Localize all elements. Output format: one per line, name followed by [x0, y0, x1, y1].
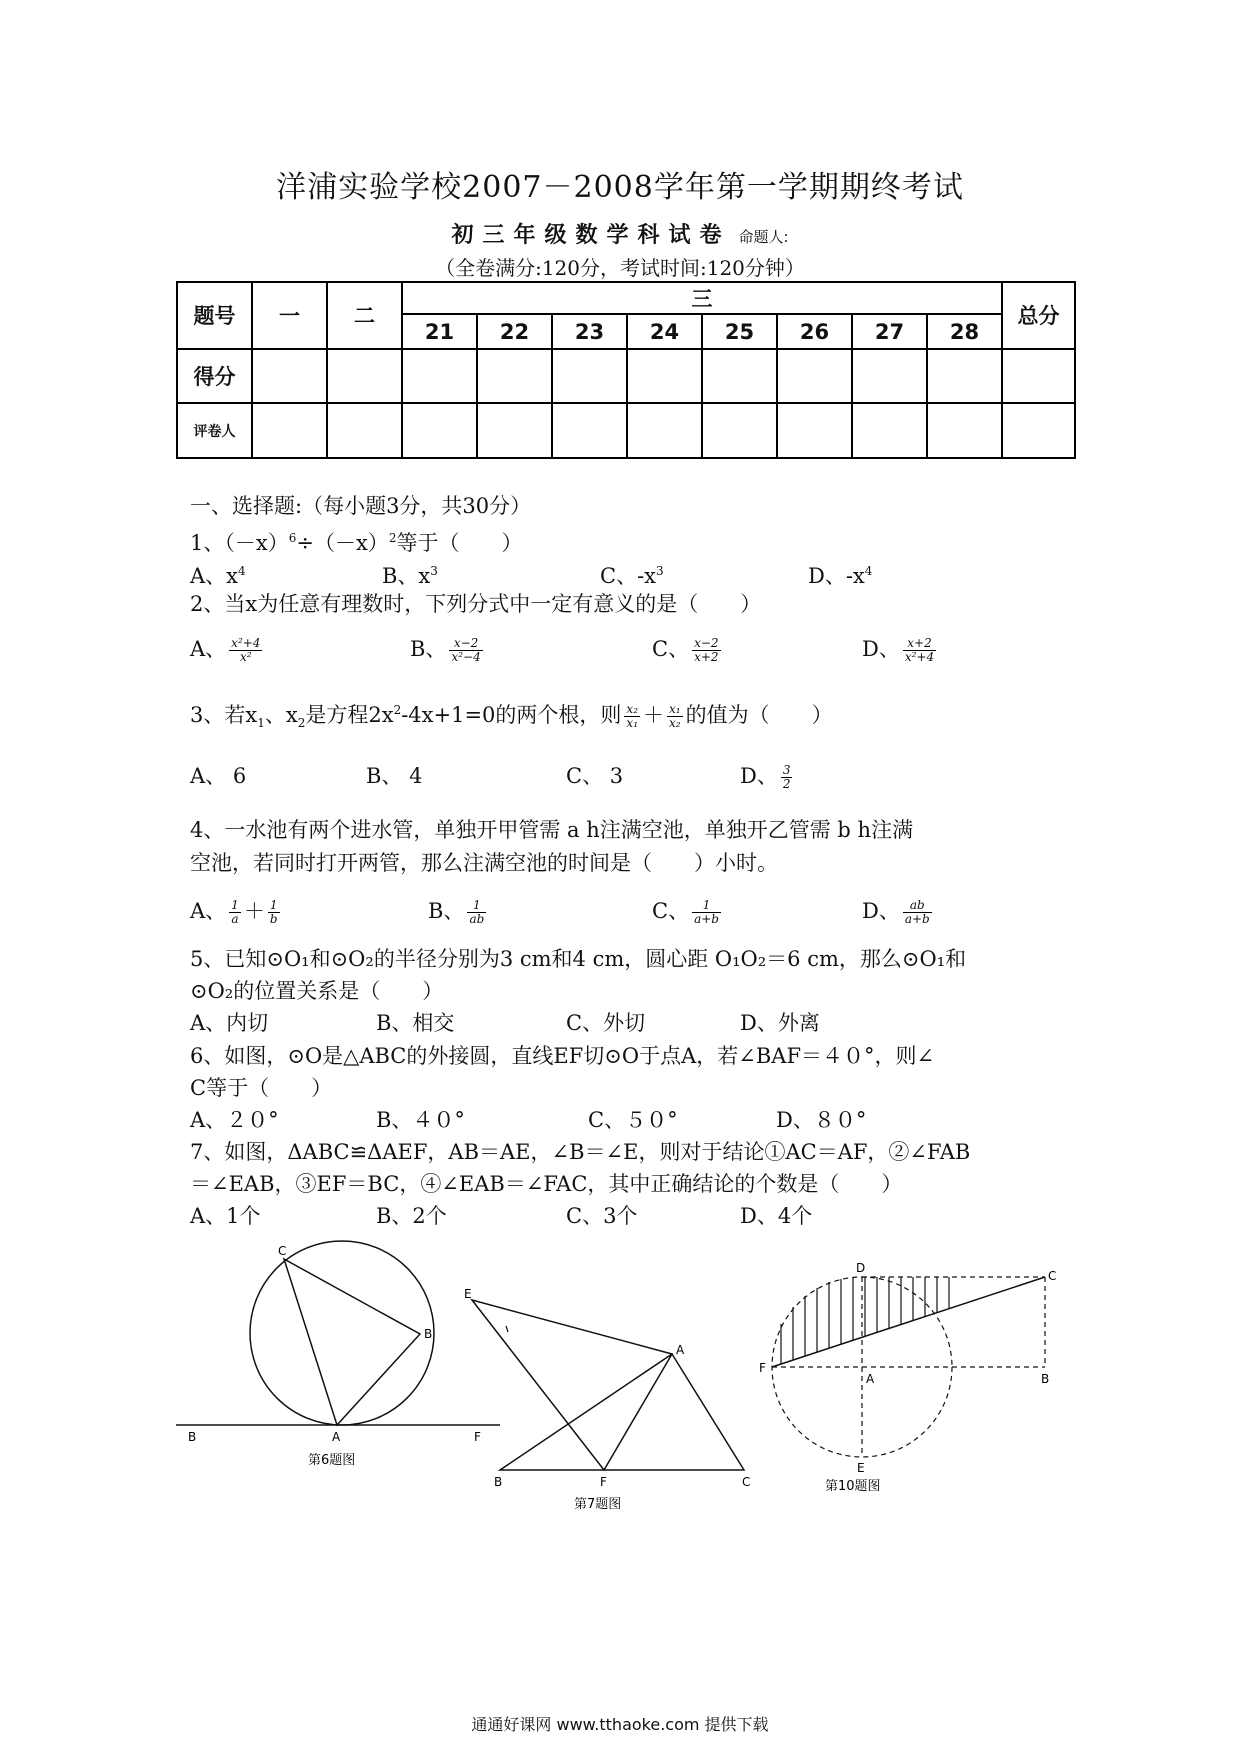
q5-option-d[interactable]: D、外离 [740, 1011, 820, 1035]
q7-option-a[interactable]: A、1个 [190, 1204, 261, 1228]
figure-6-caption: 第6题图 [308, 1453, 356, 1468]
col-q24: 24 [627, 314, 702, 348]
question-7-line-1: 7、如图，ΔABC≌ΔAEF，AB＝AE，∠B＝∠E，则对于结论①AC＝AF，②∠FAB [190, 1140, 971, 1164]
triangle-abc [284, 1259, 420, 1425]
hatching [781, 1277, 949, 1364]
grader-row [177, 403, 1075, 458]
label-f: F [474, 1430, 481, 1444]
col-q28: 28 [927, 314, 1002, 348]
q4-option-c[interactable]: C、 $\frac{1}{a+b}$ [652, 898, 719, 926]
question-4-line-2: 空池，若同时打开两管，那么注满空池的时间是（ ）小时。 [190, 851, 778, 875]
col-q26: 26 [777, 314, 852, 348]
q1-option-d[interactable]: D、$-x^4$ [808, 564, 873, 588]
label-a: A [866, 1372, 875, 1386]
col-q22: 22 [477, 314, 552, 348]
label-a: A [676, 1343, 685, 1357]
score-cell[interactable] [702, 349, 777, 404]
grader-cell[interactable] [327, 403, 402, 458]
figure-7 [460, 1270, 760, 1520]
tick-mark [506, 1326, 508, 1332]
label-b: B [494, 1475, 503, 1489]
circumcircle [250, 1241, 434, 1425]
col-q23: 23 [552, 314, 627, 348]
footer-text: 通通好课网 www.tthaoke.com 提供下载 [471, 1715, 769, 1734]
label-d: D [856, 1261, 866, 1275]
label-b: B [1041, 1372, 1050, 1386]
label-e: E [857, 1461, 865, 1475]
question-6-line-1: 6、如图，⊙O是△ABC的外接圆，直线EF切⊙O于点A，若∠BAF＝４０°，则∠ [190, 1044, 935, 1068]
q5-option-b[interactable]: B、相交 [376, 1011, 455, 1035]
score-cell[interactable] [1002, 349, 1075, 404]
q2-option-a[interactable]: A、 $\frac{\text{x²+4}}{\text{x²}}$ [190, 636, 261, 664]
section-heading: 一、选择题:（每小题3分，共30分） [190, 494, 532, 518]
q4-option-d[interactable]: D、 $\frac{ab}{a+b}$ [862, 898, 930, 926]
score-cell[interactable] [327, 349, 402, 404]
q4-option-a[interactable]: A、 $\frac{1}{a}$ ＋ $\frac{1}{b}$ [190, 898, 278, 926]
question-1-stem: 1、$(-x)^6\div(-x)^2$等于（ ） [190, 531, 523, 555]
q5-option-a[interactable]: A、内切 [190, 1011, 269, 1035]
question-4-line-1: 4、一水池有两个进水管，单独开甲管需 a h注满空池，单独开乙管需 b h注满 [190, 818, 914, 842]
exam-subtitle [0, 218, 1240, 249]
q7-option-c[interactable]: C、3个 [566, 1204, 638, 1228]
q3-option-d[interactable]: D、 $\frac{3}{2}$ [740, 763, 791, 791]
q7-option-d[interactable]: D、4个 [740, 1204, 813, 1228]
label-a: A [332, 1430, 341, 1444]
q4-option-b[interactable]: B、 $\frac{1}{ab}$ [428, 898, 485, 926]
q1-option-b[interactable]: B、$x^3$ [382, 564, 438, 588]
q3-option-a[interactable]: A、 6 [190, 764, 247, 788]
grader-cell[interactable] [252, 403, 327, 458]
author-label: 命题人: [738, 228, 789, 246]
label-grader: 评卷人 [177, 403, 252, 458]
label-b-left: B [188, 1430, 197, 1444]
question-3-stem: 3、若$x_1$、$x_2$是方程$2x^2-4x+1=0$的两个根，则 $\frac{\text{x₂}}{\text{x₁}}$ ＋ $\frac{\text{x₁}}{\text{x₂}}$ 的值为（ ） [190, 702, 833, 731]
col-section-3: 三 [402, 282, 1002, 314]
figure-10-caption: 第10题图 [825, 1479, 881, 1494]
exam-info: （全卷满分:120分，考试时间:120分钟） [435, 256, 805, 280]
score-table [176, 281, 1076, 459]
grader-cell[interactable] [927, 403, 1002, 458]
label-f: F [600, 1475, 607, 1489]
score-row [177, 349, 1075, 404]
label-c: C [1048, 1269, 1057, 1283]
triangle-abc [500, 1354, 744, 1470]
grader-cell[interactable] [627, 403, 702, 458]
question-7-line-2: ＝∠EAB，③EF＝BC，④∠EAB＝∠FAC，其中正确结论的个数是（ ） [190, 1172, 903, 1196]
score-cell[interactable] [552, 349, 627, 404]
score-cell[interactable] [252, 349, 327, 404]
grader-cell[interactable] [552, 403, 627, 458]
question-6-line-2: C等于（ ） [190, 1076, 333, 1100]
q3-option-b[interactable]: B、 4 [366, 764, 423, 788]
col-section-1: 一 [252, 282, 327, 349]
q6-option-b[interactable]: B、４０° [376, 1108, 465, 1132]
figure-6 [170, 1240, 510, 1480]
grader-cell[interactable] [777, 403, 852, 458]
q2-option-c[interactable]: C、 $\frac{x-2}{x+2}$ [652, 636, 719, 664]
score-cell[interactable] [777, 349, 852, 404]
question-5-line-2: ⊙O₂的位置关系是（ ） [190, 979, 444, 1003]
label-e: E [464, 1287, 472, 1301]
q3-option-c[interactable]: C、 3 [566, 764, 624, 788]
q7-option-b[interactable]: B、2个 [376, 1204, 447, 1228]
col-q25: 25 [702, 314, 777, 348]
grader-cell[interactable] [852, 403, 927, 458]
q6-option-d[interactable]: D、８０° [776, 1108, 867, 1132]
subject-title: 初三年级数学科试卷 [451, 223, 731, 248]
triangle-aef [472, 1300, 672, 1470]
q1-option-a[interactable]: A、$x^4$ [190, 564, 246, 588]
score-cell[interactable] [627, 349, 702, 404]
score-cell[interactable] [402, 349, 477, 404]
grader-cell[interactable] [702, 403, 777, 458]
q2-option-d[interactable]: D、 $\frac{x+2}{\text{x²+4}}$ [862, 636, 935, 664]
label-f: F [759, 1361, 766, 1375]
q1-option-c[interactable]: C、$-x^3$ [600, 564, 664, 588]
label-b: B [424, 1327, 433, 1341]
col-q27: 27 [852, 314, 927, 348]
question-2-stem: 2、当x为任意有理数时，下列分式中一定有意义的是（ ） [190, 592, 762, 616]
col-q21: 21 [402, 314, 477, 348]
figure-7-caption: 第7题图 [574, 1497, 622, 1512]
q6-option-c[interactable]: C、５０° [588, 1108, 678, 1132]
grader-cell[interactable] [477, 403, 552, 458]
q5-option-c[interactable]: C、外切 [566, 1011, 646, 1035]
exam-title: 洋浦实验学校2007－2008学年第一学期期终考试 [276, 170, 964, 205]
col-section-2: 二 [327, 282, 402, 349]
score-cell[interactable] [852, 349, 927, 404]
question-5-line-1: 5、已知⊙O₁和⊙O₂的半径分别为3 cm和4 cm，圆心距 O₁O₂＝6 cm，那么⊙O₁和 [190, 947, 967, 971]
q2-option-b[interactable]: B、 $\frac{x-2}{\text{x²−4}}$ [410, 636, 481, 664]
label-c: C [278, 1244, 287, 1258]
label-question-no: 题号 [177, 282, 252, 349]
score-cell[interactable] [927, 349, 1002, 404]
label-c: C [742, 1475, 751, 1489]
label-score: 得分 [177, 349, 252, 404]
q6-option-a[interactable]: A、２０° [190, 1108, 279, 1132]
grader-cell[interactable] [1002, 403, 1075, 458]
score-cell[interactable] [477, 349, 552, 404]
col-total: 总分 [1002, 282, 1075, 349]
figure-10 [755, 1250, 1075, 1510]
grader-cell[interactable] [402, 403, 477, 458]
